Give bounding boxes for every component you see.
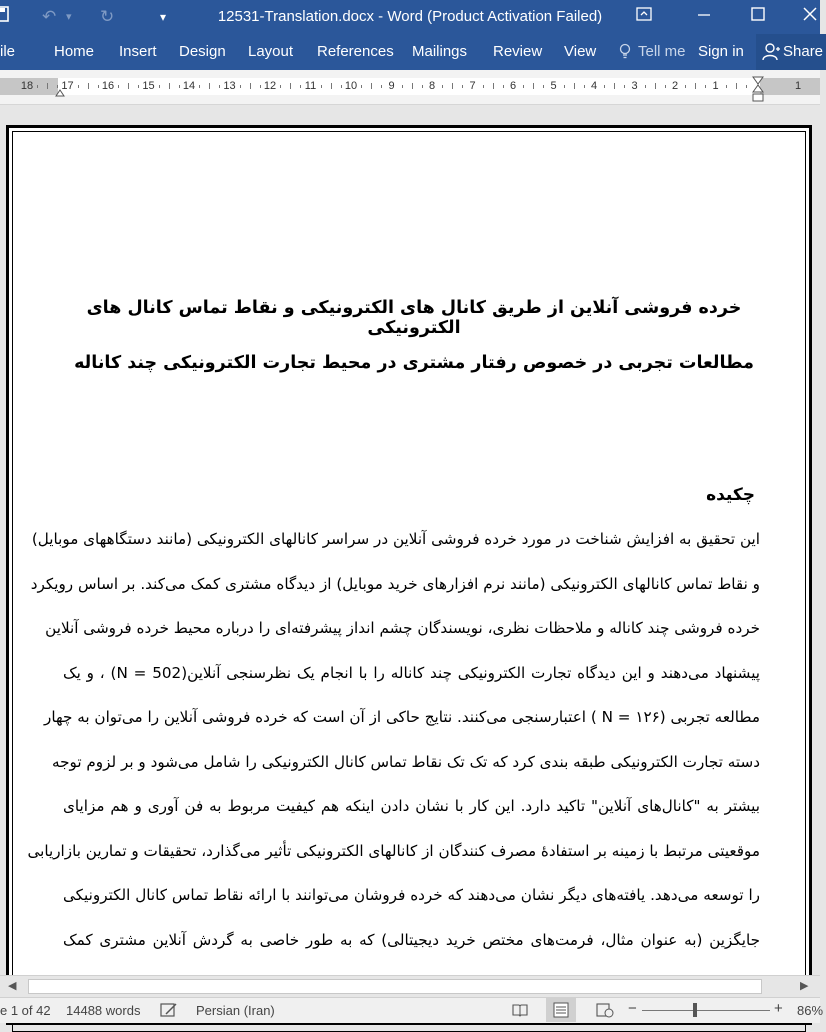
ruler-number: 18 — [20, 80, 34, 92]
ruler-tick — [290, 83, 291, 89]
undo-icon[interactable]: ↶ — [42, 7, 57, 27]
document-title-line-1: خرده فروشی آنلاین از طریق کانال های الکترونیکی و نقاط تماس کانال های الکترونیکی — [86, 298, 742, 338]
zoom-slider-knob[interactable] — [693, 1003, 697, 1017]
ruler-tick — [655, 83, 656, 89]
ruler-tick — [88, 83, 89, 89]
ruler-tick — [543, 85, 544, 88]
abstract-paragraph — [27, 517, 760, 962]
tab-references[interactable]: References — [317, 43, 394, 60]
read-mode-icon[interactable] — [512, 1002, 528, 1021]
ruler-tick — [37, 85, 38, 88]
window-title: 12531-Translation.docx - Word (Product Activation Failed) — [217, 8, 603, 25]
print-layout-icon[interactable] — [546, 998, 576, 1022]
ruler-tick — [584, 85, 585, 88]
ruler-number: 12 — [263, 80, 277, 92]
ruler-tick — [564, 85, 565, 88]
scroll-right-icon[interactable]: ▶ — [800, 979, 809, 992]
abstract-line: مطالعه تجربی (N = ۱۲۶ ) اعتبارسنجی می‌کنند. نتایج حاکی از آن است که خرده فروشی آنلاین را می‌توان به چهار — [44, 708, 760, 726]
page-count[interactable]: e 1 of 42 — [0, 1003, 51, 1018]
abstract-line: را توسعه می‌دهد. یافته‌های دیگر نشان می‌دهند که خرده فروشان می‌توانند با ارائه نقاط تماس کانال الکترونیکی — [63, 886, 760, 904]
ruler-tick — [442, 85, 443, 88]
ruler-tick — [533, 83, 534, 89]
abstract-line: دسته تجارت الکترونیکی طبقه بندی کرد که تک تک نقاط تماس کانال الکترونیکی را شامل می‌شود و بر لزوم توجه — [51, 752, 760, 771]
ruler-number: 1 — [712, 80, 719, 92]
tab-mailings[interactable]: Mailings — [412, 43, 468, 60]
ruler-number: 7 — [469, 80, 476, 92]
sign-in-link[interactable]: Sign in — [698, 43, 744, 60]
document-area[interactable] — [0, 105, 820, 975]
zoom-level[interactable]: 86% — [797, 1003, 824, 1018]
tell-me-box[interactable]: Tell me — [638, 43, 686, 60]
tab-design[interactable]: Design — [179, 43, 226, 60]
abstract-line: جایگزین (به عنوان مثال، فرمت‌های مختص خرید دیجیتالی) که به طور خاصی به گردش آنلاین مشتری کمک — [63, 930, 760, 949]
ruler-number: 15 — [142, 80, 155, 92]
ruler-tick — [159, 85, 160, 88]
ruler-tick — [219, 85, 220, 88]
left-indent-marker[interactable] — [55, 76, 65, 102]
abstract-line: پیشنهاد می‌دهند و این دیدگاه تجارت الکترونیکی چند کاناله را با انجام یک نظرسنجی آنلاین(N = 502) ، و یک — [63, 663, 760, 682]
ruler-tick — [574, 83, 575, 89]
ruler-tick — [503, 85, 504, 88]
language-indicator[interactable]: Persian (Iran) — [196, 1003, 275, 1018]
zoom-out-button[interactable]: − — [628, 1000, 637, 1017]
ruler-tick — [331, 83, 332, 89]
tab-review[interactable]: Review — [493, 43, 543, 60]
right-indent-marker[interactable] — [752, 76, 764, 108]
ruler-number: 3 — [631, 80, 638, 92]
tab-insert[interactable]: Insert — [119, 43, 157, 60]
word-count[interactable]: 14488 words — [66, 1003, 141, 1018]
ruler-tick — [705, 85, 706, 88]
ruler-tick — [321, 85, 322, 88]
ruler-tick — [209, 83, 210, 89]
zoom-in-button[interactable]: + — [774, 1000, 783, 1017]
horizontal-scrollbar[interactable] — [0, 975, 820, 998]
ruler-tick — [736, 83, 737, 89]
ruler-number: 6 — [509, 80, 517, 92]
abstract-line: خرده فروشی چند کاناله و ملاحظات نظری، نویسندگان چشم انداز پیشرفته‌ای را درباره محیط خرده فروشی آنلاین — [45, 619, 760, 637]
ruler-number: 5 — [550, 80, 557, 92]
ruler-tick — [493, 83, 494, 89]
document-page[interactable] — [6, 125, 812, 1025]
maximize-icon[interactable] — [751, 5, 765, 27]
scrollbar-thumb[interactable] — [28, 979, 762, 994]
customize-quick-access-icon[interactable]: ▾ — [160, 10, 167, 24]
abstract-line: و نقاط تماس کانالهای الکترونیکی (مانند نرم افزارهای خرید موبایل) از دیدگاه مشتری کمک می‌کند. بر اساس رویکرد — [30, 574, 760, 593]
zoom-slider[interactable] — [642, 1010, 770, 1011]
ruler-tick — [78, 85, 79, 88]
ruler-tick — [645, 85, 646, 88]
ruler-tick — [695, 83, 696, 89]
ruler-tick — [300, 85, 301, 88]
minimize-icon[interactable] — [697, 5, 711, 27]
ruler-number: 10 — [344, 80, 358, 92]
tab-file[interactable]: ile — [0, 43, 16, 60]
ruler-number: 13 — [223, 80, 236, 92]
ruler-tick — [361, 85, 362, 88]
tab-layout[interactable]: Layout — [248, 43, 294, 60]
ruler-tick — [402, 85, 403, 88]
ruler-number: 17 — [61, 80, 74, 92]
ruler-number: 2 — [671, 80, 679, 92]
document-title-line-2: مطالعات تجربی در خصوص رفتار مشتری در محیط تجارت الکترونیکی چند کاناله — [74, 353, 754, 373]
lightbulb-icon — [619, 43, 631, 63]
abstract-line: این تحقیق به افزایش شناخت در مورد خرده فروشی آنلاین در سراسر کانالهای الکترونیکی (مانند دستگاههای موبایل) — [31, 530, 760, 548]
ruler-tick — [169, 83, 170, 89]
ruler-tick — [614, 83, 615, 89]
tab-view[interactable]: View — [564, 43, 597, 60]
ruler-tick — [422, 85, 423, 88]
ruler-tick — [341, 85, 342, 88]
redo-icon[interactable]: ↻ — [100, 7, 115, 27]
ruler-tick — [260, 85, 261, 88]
close-icon[interactable] — [802, 5, 818, 27]
ruler-tick — [604, 85, 605, 88]
title-bar — [0, 0, 820, 34]
tab-home[interactable]: Home — [54, 43, 95, 60]
ruler-tick — [412, 83, 413, 89]
ruler-tick — [665, 85, 666, 88]
proofing-icon[interactable] — [160, 1002, 178, 1021]
status-bar — [0, 997, 824, 1023]
web-layout-icon[interactable] — [596, 1002, 614, 1021]
ruler-tick — [462, 85, 463, 88]
horizontal-ruler[interactable] — [0, 70, 820, 105]
ruler-number: 11 — [304, 80, 317, 92]
ruler-tick — [98, 85, 99, 88]
share-label: Share — [783, 43, 824, 60]
ruler-number: 4 — [590, 80, 598, 92]
share-person-icon — [761, 43, 781, 61]
ruler-tick — [452, 83, 453, 89]
scroll-left-icon[interactable]: ◀ — [8, 979, 17, 992]
ruler-tick — [483, 85, 484, 88]
ruler-tick — [381, 85, 382, 88]
ruler-tick — [199, 85, 200, 88]
ruler-tick — [118, 85, 119, 88]
abstract-line: بیشتر به "کانال‌های آنلاین" تاکید دارد. این کار با نشان دادن اینکه هم کیفیت مربوط به فن آوری و هم مزایای — [63, 797, 760, 815]
ribbon-tabs — [0, 34, 824, 70]
abstract-heading: چکیده — [706, 485, 755, 505]
ruler-tick — [371, 83, 372, 89]
ruler-tick — [250, 83, 251, 89]
ruler-tick — [523, 85, 524, 88]
ruler-tick — [128, 83, 129, 89]
ruler-tick — [726, 85, 727, 88]
ruler-tick — [240, 85, 241, 88]
ruler-number: 1 — [794, 80, 802, 92]
ruler-number: 14 — [182, 80, 196, 92]
ruler-number: 9 — [388, 80, 395, 92]
ruler-tick — [624, 85, 625, 88]
ruler-tick — [47, 83, 48, 89]
ribbon-display-options-icon[interactable] — [636, 5, 652, 27]
ruler-tick — [138, 85, 139, 88]
ruler-number: 8 — [428, 80, 436, 92]
share-button[interactable] — [756, 34, 826, 70]
undo-dropdown-icon[interactable]: ▾ — [66, 10, 72, 23]
ruler-number: 16 — [101, 80, 115, 92]
abstract-line: موقعیتی مرتبط با زمینه بر استفادهٔ مصرف کنندگان از کانالهای الکترونیکی تأثیر می‌گذارد، تحقیقات و تمارین بازاریابی — [27, 841, 760, 860]
ruler-tick — [280, 85, 281, 88]
ruler-tick — [746, 85, 747, 88]
ruler-tick — [179, 85, 180, 88]
ruler-tick — [685, 85, 686, 88]
